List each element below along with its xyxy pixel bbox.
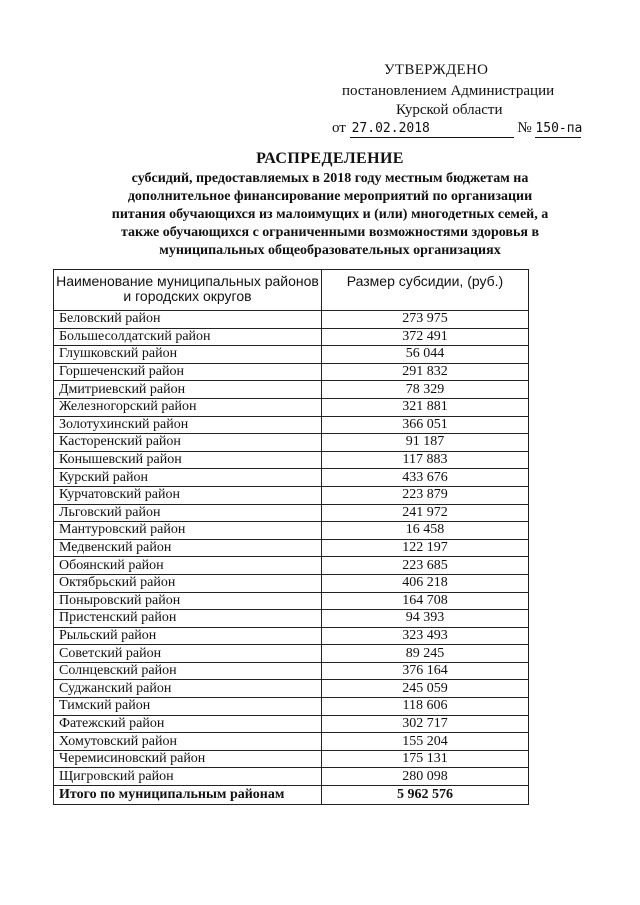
subsidy-amount: 323 493: [322, 627, 529, 645]
subsidy-amount: 241 972: [322, 504, 529, 522]
number-label: №: [517, 120, 532, 136]
table-row: [54, 698, 529, 716]
table-row: [54, 328, 529, 346]
column-header-line: и городских округов: [123, 288, 252, 304]
subsidy-amount: 406 218: [322, 574, 529, 592]
subsidy-amount: 164 708: [322, 592, 529, 610]
municipality-name: Обоянский район: [54, 557, 322, 575]
document-heading: [60, 149, 600, 259]
table-row: [54, 715, 529, 733]
municipality-name: Щигровский район: [54, 768, 322, 786]
table-row: [54, 522, 529, 540]
municipality-name: Курский район: [54, 469, 322, 487]
table-row: [54, 627, 529, 645]
subsidy-amount: 118 606: [322, 698, 529, 716]
total-value: 5 962 576: [322, 786, 529, 805]
subsidy-amount: 245 059: [322, 680, 529, 698]
municipality-name: Хомутовский район: [54, 733, 322, 751]
table-header-row: [54, 270, 529, 311]
subsidy-amount: 376 164: [322, 662, 529, 680]
table-row: [54, 363, 529, 381]
table-row: [54, 346, 529, 364]
municipality-name: Железногорский район: [54, 398, 322, 416]
table-row: [54, 416, 529, 434]
municipality-name: Дмитриевский район: [54, 381, 322, 399]
table-row: [54, 504, 529, 522]
municipality-name: Поныровский район: [54, 592, 322, 610]
municipality-name: Курчатовский район: [54, 486, 322, 504]
municipality-name: Большесолдатский район: [54, 328, 322, 346]
municipality-name: Черемисиновский район: [54, 750, 322, 768]
municipality-name: Золотухинский район: [54, 416, 322, 434]
table-row: [54, 557, 529, 575]
document-subtitle-line: муниципальных общеобразовательных организациях: [159, 243, 501, 258]
subsidy-amount: 223 685: [322, 557, 529, 575]
subsidy-table: [53, 269, 529, 805]
document-subtitle-line: питания обучающихся из малоимущих и (или) многодетных семей, а: [111, 207, 549, 222]
subsidy-amount: 155 204: [322, 733, 529, 751]
from-label: от: [332, 120, 346, 136]
municipality-name: Медвенский район: [54, 539, 322, 557]
approval-number: 150-па: [535, 121, 583, 136]
table-row: [54, 768, 529, 786]
document-subtitle-line: также обучающихся с ограниченными возможностями здоровья в: [120, 225, 540, 240]
municipality-name: Глушковский район: [54, 346, 322, 364]
subsidy-amount: 122 197: [322, 539, 529, 557]
table-row: [54, 486, 529, 504]
subsidy-amount: 16 458: [322, 522, 529, 540]
table-row: [54, 645, 529, 663]
municipality-name: Горшеченский район: [54, 363, 322, 381]
subsidy-amount: 223 879: [322, 486, 529, 504]
subsidy-amount: 117 883: [322, 451, 529, 469]
table-row: [54, 610, 529, 628]
subsidy-amount: 273 975: [322, 311, 529, 329]
table-row: [54, 311, 529, 329]
municipality-name: Мантуровский район: [54, 522, 322, 540]
table-row: [54, 733, 529, 751]
table-row: [54, 451, 529, 469]
total-label: Итого по муниципальным районам: [54, 786, 322, 805]
municipality-name: Льговский район: [54, 504, 322, 522]
approval-region: Курской области: [396, 102, 503, 118]
subsidy-amount: 175 131: [322, 750, 529, 768]
table-row: [54, 398, 529, 416]
municipality-name: Советский район: [54, 645, 322, 663]
municipality-name: Солнцевский район: [54, 662, 322, 680]
municipality-name: Тимский район: [54, 698, 322, 716]
subsidy-amount: 302 717: [322, 715, 529, 733]
column-header-subsidy: Размер субсидии, (руб.): [322, 270, 529, 311]
approval-date-number: [332, 120, 581, 138]
subsidy-amount: 366 051: [322, 416, 529, 434]
municipality-name: Фатежский район: [54, 715, 322, 733]
subsidy-amount: 94 393: [322, 610, 529, 628]
table-body: [54, 311, 529, 786]
approval-date: 27.02.2018: [350, 120, 514, 138]
table-row: [54, 750, 529, 768]
table-row: [54, 469, 529, 487]
subsidy-amount: 78 329: [322, 381, 529, 399]
document-subtitle-line: дополнительное финансирование мероприятий по организации: [127, 189, 533, 204]
municipality-name: Конышевский район: [54, 451, 322, 469]
municipality-name: Беловский район: [54, 311, 322, 329]
municipality-name: Рыльский район: [54, 627, 322, 645]
subsidy-amount: 433 676: [322, 469, 529, 487]
approval-issuer: постановлением Администрации: [342, 83, 555, 99]
municipality-name: Пристенский район: [54, 610, 322, 628]
subsidy-amount: 280 098: [322, 768, 529, 786]
approval-title: УТВЕРЖДЕНО: [384, 62, 489, 78]
subsidy-amount: 291 832: [322, 363, 529, 381]
document-title: РАСПРЕДЕЛЕНИЕ: [256, 150, 404, 167]
table-row: [54, 680, 529, 698]
column-header-line: Наименование муниципальных районов: [56, 273, 319, 289]
table-total-row: [54, 786, 529, 805]
table-row: [54, 539, 529, 557]
table-row: [54, 381, 529, 399]
document-subtitle-line: субсидий, предоставляемых в 2018 году местным бюджетам на: [131, 171, 529, 186]
table-row: [54, 592, 529, 610]
municipality-name: Касторенский район: [54, 434, 322, 452]
column-header-municipality: [54, 270, 322, 311]
table-row: [54, 434, 529, 452]
subsidy-amount: 89 245: [322, 645, 529, 663]
subsidy-amount: 321 881: [322, 398, 529, 416]
subsidy-amount: 91 187: [322, 434, 529, 452]
subsidy-amount: 56 044: [322, 346, 529, 364]
table-row: [54, 574, 529, 592]
municipality-name: Суджанский район: [54, 680, 322, 698]
table-row: [54, 662, 529, 680]
municipality-name: Октябрьский район: [54, 574, 322, 592]
subsidy-amount: 372 491: [322, 328, 529, 346]
